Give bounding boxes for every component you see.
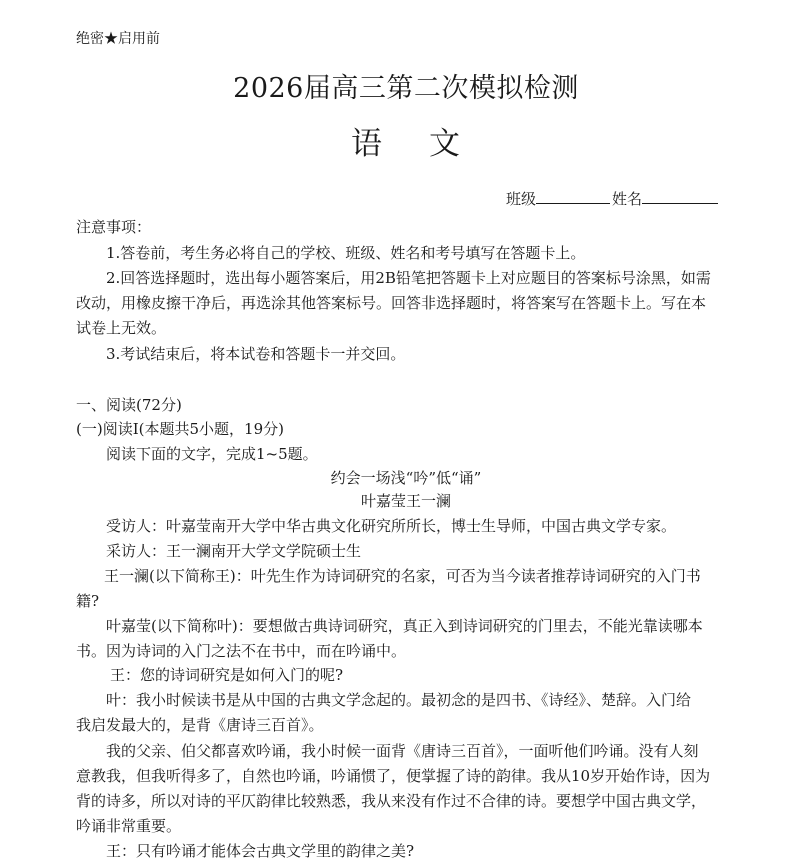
paragraph-2-line-1: 叶嘉莹(以下简称叶)：要想做古典诗词研究，真正入到诗词研究的门里去，不能光靠读哪本 <box>106 617 703 635</box>
name-bar <box>506 188 720 209</box>
paragraph-3: 王：您的诗词研究是如何入门的呢? <box>110 666 344 684</box>
reading-instruction: 阅读下面的文字，完成1~5题。 <box>106 445 318 463</box>
paragraph-4-line-1: 叶：我小时候读书是从中国的古典文学念起的。最初念的是四书、《诗经》、楚辞。入门给 <box>106 691 692 709</box>
confidential-label: 绝密★启用前 <box>76 31 160 47</box>
section-part-1: 一、阅读(72分) <box>76 396 182 414</box>
section-sub-1: (一)阅读Ⅰ(本题共5小题，19分) <box>76 420 284 438</box>
notice-item-2-line-2: 改动，用橡皮擦干净后，再选涂其他答案标号。回答非选择题时，将答案写在答题卡上。写在本 <box>76 294 707 312</box>
class-blank <box>536 189 610 204</box>
class-label: 班级 <box>506 190 537 208</box>
paragraph-4-line-2: 我启发最大的，是背《唐诗三百首》。 <box>76 716 324 734</box>
article-authors: 叶嘉莹王一澜 <box>360 492 451 510</box>
paragraph-6: 王：只有吟诵才能体会古典文学里的韵律之美? <box>106 842 415 860</box>
subject-char-2: 文 <box>429 126 461 162</box>
subject-char-1: 语 <box>351 126 383 162</box>
notice-item-1: 1.答卷前，考生务必将自己的学校、班级、姓名和考号填写在答题卡上。 <box>106 244 586 262</box>
paragraph-5-line-4: 吟诵非常重要。 <box>76 817 182 835</box>
paragraph-2-line-2: 书。因为诗词的入门之法不在书中，而在吟诵中。 <box>76 642 407 660</box>
article-title: 约会一场浅“吟”低“诵” <box>330 469 482 487</box>
name-blank <box>642 189 718 204</box>
notice-item-3: 3.考试结束后，将本试卷和答题卡一并交回。 <box>106 345 406 363</box>
paragraph-5-line-3: 背的诗多，所以对诗的平仄韵律比较熟悉，我从来没有作过不合律的诗。要想学中国古典文学， <box>76 792 707 810</box>
paragraph-5-line-1: 我的父亲、伯父都喜欢吟诵，我小时候一面背《唐诗三百首》，一面听他们吟诵。没有人刻 <box>106 742 699 760</box>
interviewer-line: 采访人：王一澜南开大学文学院硕士生 <box>106 542 362 560</box>
interviewee-line: 受访人：叶嘉莹南开大学中华古典文化研究所所长，博士生导师，中国古典文学专家。 <box>106 517 677 535</box>
paragraph-1-line-2: 籍? <box>76 592 100 610</box>
notice-heading: 注意事项： <box>76 218 152 236</box>
notice-item-2-line-1: 2.回答选择题时，选出每小题答案后，用2B铅笔把答题卡上对应题目的答案标号涂黑，如需 <box>106 269 711 287</box>
notice-item-2-line-3: 试卷上无效。 <box>76 319 167 337</box>
paragraph-1-line-1: 王一澜(以下简称王)：叶先生作为诗词研究的名家，可否为当今读者推荐诗词研究的入门书 <box>104 567 701 585</box>
name-label: 姓名 <box>612 190 643 208</box>
paragraph-5-line-2: 意教我，但我听得多了，自然也吟诵，吟诵惯了，便掌握了诗的韵律。我从10岁开始作诗，因为 <box>76 767 711 785</box>
exam-title: 2026届高三第二次模拟检测 <box>233 73 579 104</box>
subject-title <box>0 118 812 163</box>
